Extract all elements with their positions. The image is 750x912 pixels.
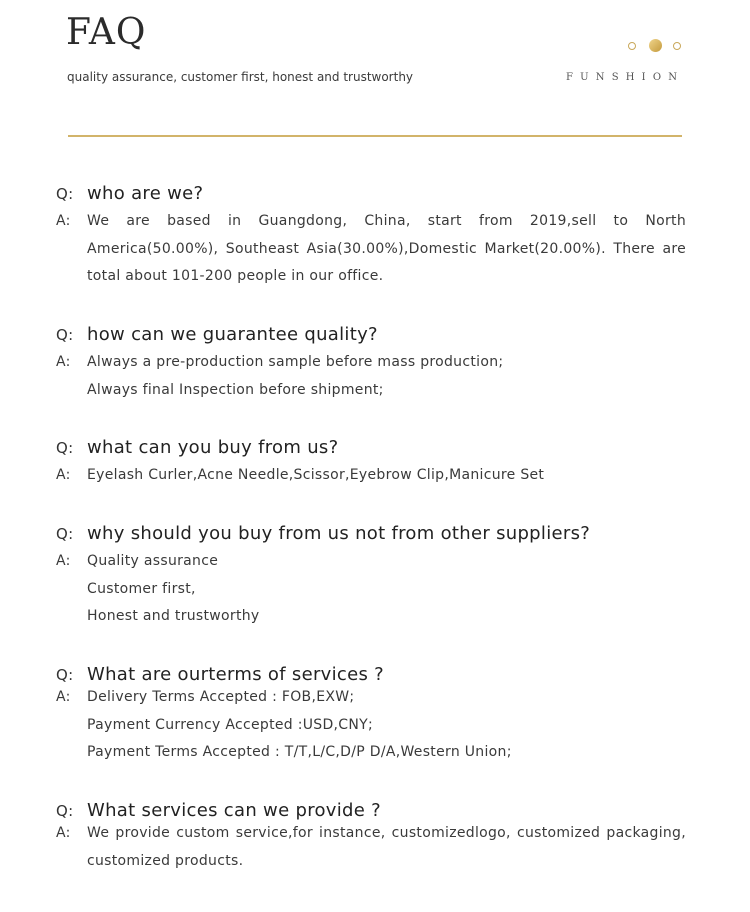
answer-line: Eyelash Curler,Acne Needle,Scissor,Eyebrow Clip,Manicure Set	[87, 467, 545, 483]
faq-answer	[56, 820, 686, 875]
faq-question	[56, 437, 686, 458]
answer-line: We are based in Guangdong, China, start from 2019,sell to North America(50.00%), Southeast Asia(30.00%),Domestic Market(20.00%). There are total about 101-200 people in our office.	[87, 213, 686, 284]
gold-divider	[68, 135, 682, 137]
faq-item	[56, 523, 686, 631]
faq-answer	[56, 349, 686, 404]
a-label: A:	[56, 825, 71, 841]
answer-line: Delivery Terms Accepted : FOB,EXW;	[87, 689, 355, 705]
outline-dot-icon	[673, 42, 681, 50]
question-text: why should you buy from us not from other suppliers?	[87, 523, 591, 544]
answer-line: Honest and trustworthy	[87, 608, 260, 624]
gold-dot-icon	[649, 39, 662, 52]
outline-dot-icon	[628, 42, 636, 50]
faq-answer	[56, 462, 686, 490]
faq-item	[56, 437, 686, 490]
answer-line: Quality assurance	[87, 553, 219, 569]
faq-question	[56, 523, 686, 544]
a-label: A:	[56, 467, 71, 483]
faq-question	[56, 324, 686, 345]
page-title: FAQ	[66, 12, 147, 53]
faq-answer	[56, 684, 686, 767]
brand-name: FUNSHION	[566, 72, 685, 83]
faq-answer	[56, 548, 686, 631]
answer-line: Customer first,	[87, 580, 196, 597]
q-label: Q:	[56, 525, 74, 543]
faq-answer	[56, 208, 686, 291]
question-text: what can you buy from us?	[87, 437, 339, 458]
q-label: Q:	[56, 185, 74, 203]
q-label: Q:	[56, 326, 74, 344]
a-label: A:	[56, 553, 71, 569]
page-subtitle: quality assurance, customer first, honest and trustworthy	[67, 70, 414, 84]
a-label: A:	[56, 213, 71, 229]
question-text: who are we?	[87, 183, 204, 204]
faq-question	[56, 800, 686, 821]
question-text: how can we guarantee quality?	[87, 324, 378, 345]
faq-question	[56, 664, 686, 685]
answer-line: Always a pre-production sample before mass production;	[87, 354, 504, 370]
faq-item	[56, 324, 686, 404]
faq-question	[56, 183, 686, 204]
a-label: A:	[56, 689, 71, 705]
faq-item	[56, 183, 686, 291]
question-text: What services can we provide ?	[87, 800, 382, 821]
answer-line: We provide custom service,for instance, customizedlogo, customized packaging, customized products.	[87, 825, 686, 869]
answer-line: Always final Inspection before shipment;	[87, 381, 384, 398]
q-label: Q:	[56, 802, 74, 820]
faq-item	[56, 800, 686, 875]
q-label: Q:	[56, 666, 74, 684]
faq-item	[56, 664, 686, 767]
question-text: What are ourterms of services ?	[87, 664, 385, 685]
answer-line: Payment Currency Accepted :USD,CNY;	[87, 716, 374, 733]
q-label: Q:	[56, 439, 74, 457]
answer-line: Payment Terms Accepted : T/T,L/C,D/P D/A,Western Union;	[87, 744, 512, 760]
a-label: A:	[56, 354, 71, 370]
